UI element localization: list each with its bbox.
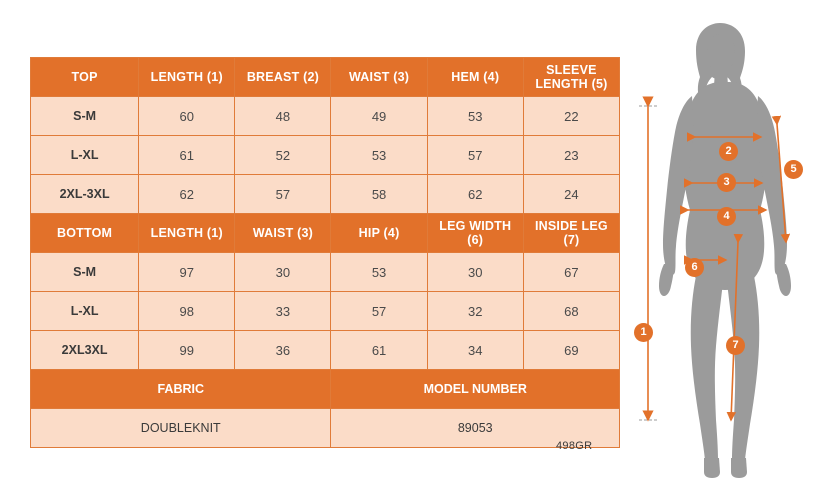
top-row-label-2: 2XL-3XL	[31, 175, 139, 214]
model-number-header: MODEL NUMBER	[331, 370, 620, 409]
top-row-0-value-2: 49	[331, 97, 427, 136]
bottom-header-cell-0: BOTTOM	[31, 214, 139, 253]
bottom-header-cell-5: INSIDE LEG (7)	[523, 214, 619, 253]
fabric-value: DOUBLEKNIT	[31, 409, 331, 448]
bottom-row-label-1: L-XL	[31, 292, 139, 331]
marker-badge-6: 6	[685, 258, 704, 277]
table-row	[31, 292, 620, 331]
top-row-2-value-1: 57	[235, 175, 331, 214]
bottom-row-label-2: 2XL3XL	[31, 331, 139, 370]
bottom-header-cell-3: HIP (4)	[331, 214, 427, 253]
measurements-table-wrapper	[30, 57, 620, 448]
top-header-row	[31, 58, 620, 97]
footer-header-row	[31, 370, 620, 409]
bottom-header-cell-1: LENGTH (1)	[139, 214, 235, 253]
top-row-1-value-0: 61	[139, 136, 235, 175]
bottom-row-2-value-0: 99	[139, 331, 235, 370]
top-header-cell-4: HEM (4)	[427, 58, 523, 97]
top-row-1-value-2: 53	[331, 136, 427, 175]
top-row-label-1: L-XL	[31, 136, 139, 175]
table-row	[31, 97, 620, 136]
bottom-row-1-value-1: 33	[235, 292, 331, 331]
bottom-row-2-value-4: 69	[523, 331, 619, 370]
marker-badge-1: 1	[634, 323, 653, 342]
top-row-0-value-4: 22	[523, 97, 619, 136]
silhouette-diagram	[630, 20, 840, 480]
top-row-0-value-1: 48	[235, 97, 331, 136]
bottom-header-cell-4: LEG WIDTH (6)	[427, 214, 523, 253]
model-number-value: 89053	[331, 409, 620, 448]
bottom-row-1-value-3: 32	[427, 292, 523, 331]
top-row-label-0: S-M	[31, 97, 139, 136]
table-row	[31, 136, 620, 175]
bottom-row-1-value-4: 68	[523, 292, 619, 331]
bottom-row-2-value-3: 34	[427, 331, 523, 370]
bottom-row-2-value-2: 61	[331, 331, 427, 370]
marker-badge-2: 2	[719, 142, 738, 161]
top-row-1-value-4: 23	[523, 136, 619, 175]
top-row-0-value-3: 53	[427, 97, 523, 136]
top-row-1-value-1: 52	[235, 136, 331, 175]
marker-badge-7: 7	[726, 336, 745, 355]
top-row-2-value-4: 24	[523, 175, 619, 214]
top-header-cell-2: BREAST (2)	[235, 58, 331, 97]
female-silhouette-icon	[659, 23, 791, 478]
bottom-row-1-value-2: 57	[331, 292, 427, 331]
table-row	[31, 175, 620, 214]
top-header-cell-3: WAIST (3)	[331, 58, 427, 97]
top-row-0-value-0: 60	[139, 97, 235, 136]
table-row	[31, 331, 620, 370]
marker-badge-4: 4	[717, 207, 736, 226]
bottom-header-row	[31, 214, 620, 253]
bottom-header-cell-2: WAIST (3)	[235, 214, 331, 253]
top-row-2-value-2: 58	[331, 175, 427, 214]
style-code: 498GR	[556, 440, 593, 452]
bottom-row-0-value-4: 67	[523, 253, 619, 292]
table-row	[31, 253, 620, 292]
bottom-row-0-value-3: 30	[427, 253, 523, 292]
footer-values-row	[31, 409, 620, 448]
bottom-row-0-value-0: 97	[139, 253, 235, 292]
marker-badge-3: 3	[717, 173, 736, 192]
fabric-header: FABRIC	[31, 370, 331, 409]
bottom-row-1-value-0: 98	[139, 292, 235, 331]
bottom-row-0-value-2: 53	[331, 253, 427, 292]
bottom-row-2-value-1: 36	[235, 331, 331, 370]
measurement-figure	[630, 20, 840, 480]
top-row-1-value-3: 57	[427, 136, 523, 175]
bottom-row-label-0: S-M	[31, 253, 139, 292]
top-row-2-value-0: 62	[139, 175, 235, 214]
top-header-cell-1: LENGTH (1)	[139, 58, 235, 97]
top-header-cell-0: TOP	[31, 58, 139, 97]
marker-badge-5: 5	[784, 160, 803, 179]
top-row-2-value-3: 62	[427, 175, 523, 214]
measurements-table	[30, 57, 620, 448]
bottom-row-0-value-1: 30	[235, 253, 331, 292]
top-header-cell-5: SLEEVE LENGTH (5)	[523, 58, 619, 97]
